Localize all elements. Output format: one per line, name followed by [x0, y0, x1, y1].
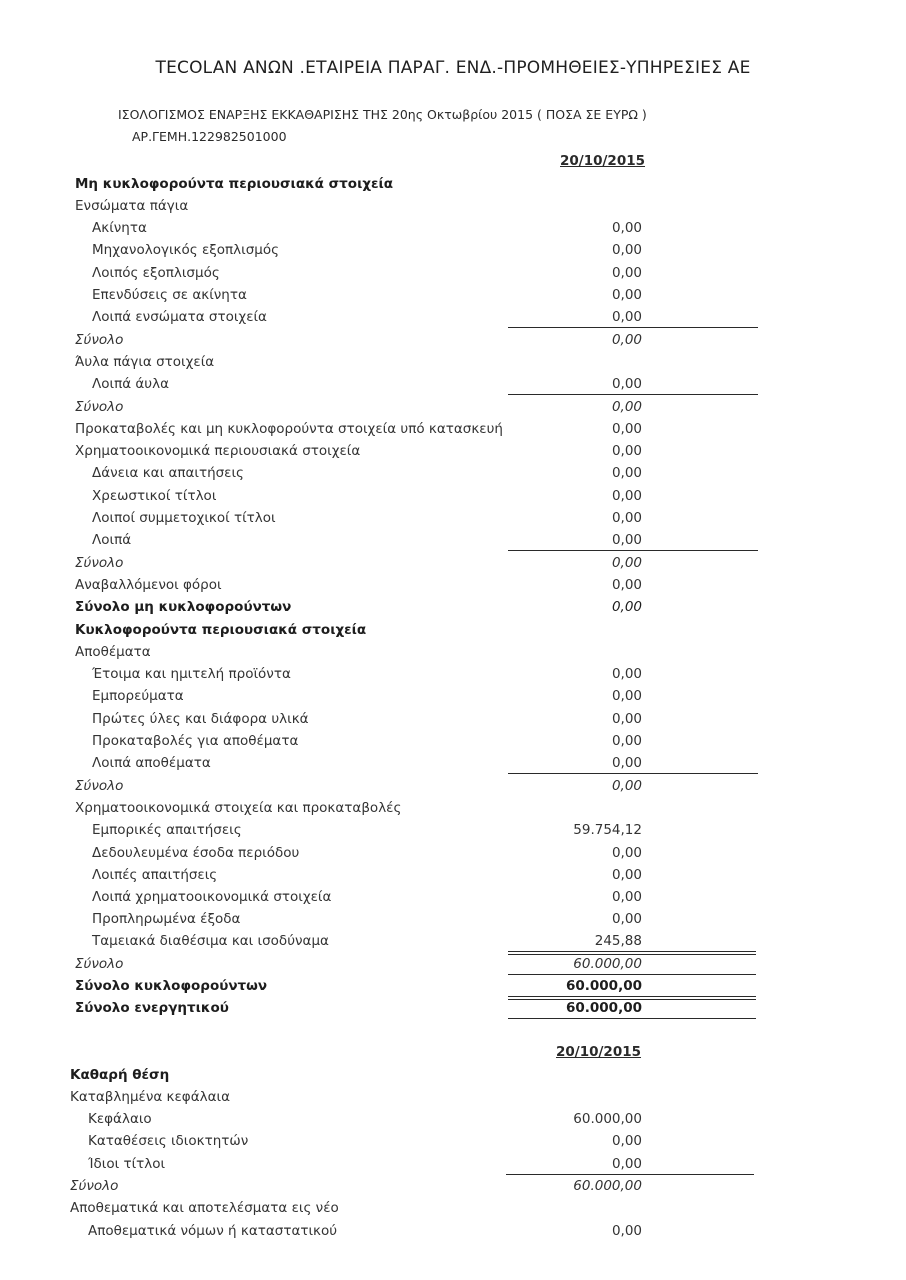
row-value: 0,00	[611, 265, 642, 281]
total-rule	[508, 550, 758, 551]
assets-row	[0, 954, 906, 976]
row-value: 0,00	[611, 711, 642, 727]
row-label: Σύνολο	[75, 332, 124, 348]
assets-row	[0, 753, 906, 775]
assets-row	[0, 843, 906, 865]
equity-row	[0, 1154, 906, 1176]
total-rule	[508, 974, 756, 975]
equity-row	[0, 1131, 906, 1153]
row-value: 0,00	[611, 688, 642, 704]
row-label: Προκαταβολές για αποθέματα	[92, 733, 299, 749]
row-value: 60.000,00	[565, 1000, 642, 1016]
total-rule	[508, 1018, 756, 1019]
assets-column-date: 20/10/2015	[560, 153, 646, 169]
row-label: Καταθέσεις ιδιοκτητών	[88, 1133, 249, 1149]
row-value: 60.000,00	[573, 1111, 642, 1127]
assets-row	[0, 397, 906, 419]
equity-row	[0, 1109, 906, 1131]
row-value: 0,00	[611, 755, 642, 771]
equity-row	[0, 1221, 906, 1243]
row-label: Χρηματοοικονομικά περιουσιακά στοιχεία	[75, 443, 361, 459]
row-value: 0,00	[611, 867, 642, 883]
row-label: Καθαρή θέση	[70, 1067, 170, 1083]
assets-row	[0, 820, 906, 842]
row-value: 0,00	[611, 399, 642, 415]
total-rule	[508, 327, 758, 328]
row-value: 0,00	[611, 421, 642, 437]
row-label: Χρηματοοικονομικά στοιχεία και προκαταβολές	[75, 800, 402, 816]
total-rule	[508, 951, 756, 952]
assets-row	[0, 553, 906, 575]
row-value: 0,00	[611, 1156, 642, 1172]
assets-row	[0, 530, 906, 552]
row-value: 60.000,00	[573, 1178, 642, 1194]
row-label: Κυκλοφορούντα περιουσιακά στοιχεία	[75, 622, 367, 638]
row-label: Ταμειακά διαθέσιμα και ισοδύναμα	[92, 933, 329, 949]
assets-row	[0, 307, 906, 329]
row-value: 245,88	[594, 933, 642, 949]
assets-row	[0, 865, 906, 887]
row-label: Κεφάλαιο	[88, 1111, 152, 1127]
row-label: Λοιπά άυλα	[92, 376, 169, 392]
assets-row	[0, 709, 906, 731]
row-value: 0,00	[611, 242, 642, 258]
assets-row	[0, 887, 906, 909]
row-value: 0,00	[611, 309, 642, 325]
row-label: Λοιπά	[92, 532, 132, 548]
row-label: Εμπορικές απαιτήσεις	[92, 822, 242, 838]
assets-row	[0, 597, 906, 619]
row-label: Σύνολο	[75, 399, 124, 415]
row-value: 0,00	[611, 889, 642, 905]
row-label: Αναβαλλόμενοι φόροι	[75, 577, 222, 593]
row-label: Δάνεια και απαιτήσεις	[92, 465, 244, 481]
assets-row	[0, 285, 906, 307]
row-label: Σύνολο	[75, 778, 124, 794]
equity-row	[0, 1065, 906, 1087]
row-value: 0,00	[611, 220, 642, 236]
row-value: 59.754,12	[573, 822, 642, 838]
total-rule	[508, 773, 758, 774]
document-subtitle: ΙΣΟΛΟΓΙΣΜΟΣ ΕΝΑΡΞΗΣ ΕΚΚΑΘΑΡΙΣΗΣ ΤΗΣ 20ης Οκτωβρίου 2015 ( ΠΟΣΑ ΣΕ ΕΥΡΩ )	[118, 107, 647, 122]
assets-row	[0, 352, 906, 374]
row-label: Σύνολο μη κυκλοφορούντων	[75, 599, 292, 615]
total-rule	[506, 1174, 754, 1175]
assets-row	[0, 508, 906, 530]
assets-row	[0, 686, 906, 708]
row-label: Χρεωστικοί τίτλοι	[92, 488, 217, 504]
row-value: 0,00	[611, 532, 642, 548]
company-name: TECOLAN ΑΝΩΝ .ΕΤΑΙΡΕΙΑ ΠΑΡΑΓ. ΕΝΔ.-ΠΡΟΜΗΘΕΙΕΣ-ΥΠΗΡΕΣΙΕΣ ΑΕ	[155, 58, 751, 78]
row-label: Σύνολο	[75, 555, 124, 571]
row-value: 0,00	[611, 911, 642, 927]
row-value: 0,00	[611, 733, 642, 749]
row-label: Δεδουλευμένα έσοδα περιόδου	[92, 845, 300, 861]
assets-row	[0, 575, 906, 597]
row-label: Προκαταβολές και μη κυκλοφορούντα στοιχεία υπό κατασκευή	[75, 421, 503, 437]
total-rule	[508, 996, 756, 997]
row-label: Σύνολο ενεργητικού	[75, 1000, 229, 1016]
assets-row	[0, 976, 906, 998]
row-label: Καταβλημένα κεφάλαια	[70, 1089, 230, 1105]
row-label: Λοιπός εξοπλισμός	[92, 265, 220, 281]
assets-row	[0, 620, 906, 642]
assets-row	[0, 330, 906, 352]
row-label: Ίδιοι τίτλοι	[88, 1156, 166, 1172]
row-label: Μη κυκλοφορούντα περιουσιακά στοιχεία	[75, 176, 394, 192]
assets-row	[0, 642, 906, 664]
gemi-number: ΑΡ.ΓΕΜΗ.122982501000	[132, 129, 287, 144]
row-value: 0,00	[611, 332, 642, 348]
row-value: 0,00	[611, 599, 642, 615]
assets-row	[0, 463, 906, 485]
row-label: Ενσώματα πάγια	[75, 198, 189, 214]
assets-row	[0, 419, 906, 441]
assets-row	[0, 909, 906, 931]
row-value: 0,00	[611, 778, 642, 794]
assets-row	[0, 486, 906, 508]
row-label: Αποθέματα	[75, 644, 151, 660]
assets-row	[0, 174, 906, 196]
assets-row	[0, 196, 906, 218]
row-label: Σύνολο	[70, 1178, 119, 1194]
row-value: 0,00	[611, 577, 642, 593]
row-label: Εμπορεύματα	[92, 688, 184, 704]
row-label: Λοιπές απαιτήσεις	[92, 867, 218, 883]
assets-row	[0, 931, 906, 953]
assets-row	[0, 441, 906, 463]
row-label: Λοιπά αποθέματα	[92, 755, 211, 771]
total-rule	[508, 394, 758, 395]
row-value: 60.000,00	[565, 978, 642, 994]
row-label: Λοιπά ενσώματα στοιχεία	[92, 309, 267, 325]
assets-row	[0, 798, 906, 820]
assets-row	[0, 731, 906, 753]
row-label: Λοιποί συμμετοχικοί τίτλοι	[92, 510, 276, 526]
row-value: 0,00	[611, 488, 642, 504]
row-value: 0,00	[611, 510, 642, 526]
assets-row	[0, 263, 906, 285]
row-value: 0,00	[611, 465, 642, 481]
assets-row	[0, 664, 906, 686]
row-value: 60.000,00	[573, 956, 642, 972]
row-value: 0,00	[611, 1133, 642, 1149]
row-label: Σύνολο κυκλοφορούντων	[75, 978, 268, 994]
row-value: 0,00	[611, 845, 642, 861]
row-value: 0,00	[611, 1223, 642, 1239]
row-value: 0,00	[611, 287, 642, 303]
row-label: Σύνολο	[75, 956, 124, 972]
row-label: Μηχανολογικός εξοπλισμός	[92, 242, 280, 258]
row-value: 0,00	[611, 443, 642, 459]
equity-row	[0, 1198, 906, 1220]
equity-row	[0, 1176, 906, 1198]
row-label: Πρώτες ύλες και διάφορα υλικά	[92, 711, 309, 727]
equity-column-date: 20/10/2015	[556, 1044, 642, 1060]
assets-row	[0, 776, 906, 798]
row-label: Άυλα πάγια στοιχεία	[75, 354, 215, 370]
row-label: Ακίνητα	[92, 220, 147, 236]
row-value: 0,00	[611, 666, 642, 682]
row-label: Αποθεματικά και αποτελέσματα εις νέο	[70, 1200, 339, 1216]
assets-row	[0, 374, 906, 396]
row-label: Αποθεματικά νόμων ή καταστατικού	[88, 1223, 338, 1239]
row-label: Έτοιμα και ημιτελή προϊόντα	[92, 666, 291, 682]
assets-row	[0, 218, 906, 240]
equity-row	[0, 1087, 906, 1109]
row-label: Επενδύσεις σε ακίνητα	[92, 287, 247, 303]
assets-row	[0, 998, 906, 1020]
row-value: 0,00	[611, 376, 642, 392]
assets-row	[0, 240, 906, 262]
row-label: Προπληρωμένα έξοδα	[92, 911, 241, 927]
row-value: 0,00	[611, 555, 642, 571]
row-label: Λοιπά χρηματοοικονομικά στοιχεία	[92, 889, 332, 905]
